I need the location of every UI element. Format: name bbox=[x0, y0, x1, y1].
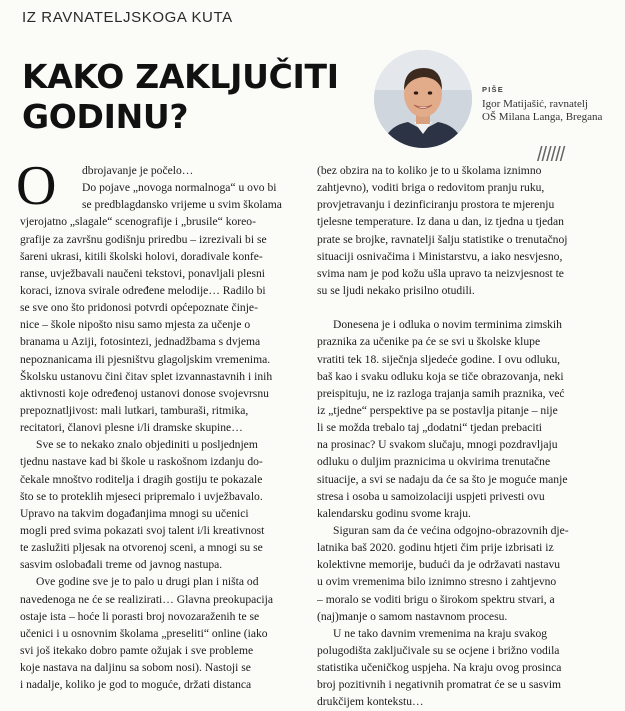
text-line: kalendarsku godinu svome kraju. bbox=[317, 506, 471, 520]
text-line: što se to proteklih mjeseci pripremalo i uvježbavalo. bbox=[20, 489, 263, 503]
title-line: GODINU? bbox=[22, 97, 189, 136]
text-line: koraci, iznova svirale određene melodije… Radilo bi bbox=[20, 283, 266, 297]
byline-label: PIŠE bbox=[482, 85, 504, 94]
text-line: Siguran sam da će većina odgojno-obrazovnih dje- bbox=[333, 523, 569, 537]
text-line: i nadalje, koliko je god to moguće, držati distanca bbox=[20, 678, 252, 692]
text-line: Školsku ustanovu čini čitav splet izvannastavnih i inih bbox=[20, 369, 273, 383]
text-line: Upravo na takvim događanjima mnogi su učenici bbox=[20, 506, 249, 520]
author-byline bbox=[482, 83, 622, 125]
text-line: svima nam je pod kožu ušla upravo ta neizvjesnost te bbox=[317, 266, 564, 280]
title-line: KAKO ZAKLJUČITI bbox=[22, 57, 339, 96]
text-line: broj pozitivnih i negativnih promatrat će se u sasvim bbox=[317, 678, 562, 692]
text-line: li se možda trebalo taj „dodatni“ tjedan prebaciti bbox=[317, 421, 543, 435]
text-line: nice – škole nipošto nisu samo mjesta za učenje o bbox=[20, 318, 251, 332]
text-line: provjetravanju i dezinficiranju prostora te mjerenju bbox=[317, 198, 555, 212]
text-line: Donesena je i odluka o novim terminima zimskih bbox=[333, 318, 562, 332]
text-line: praznika za učenike pa će se svi u školske klupe bbox=[317, 335, 541, 349]
text-line: baš kao i svaku odluku koja se tiče obrazovanja, neki bbox=[317, 369, 564, 383]
text-line: Sve se to nekako znalo objediniti u posljednjem bbox=[36, 438, 258, 452]
text-line: čekale mnoštvo roditelja i dragih gostiju te pokazale bbox=[20, 472, 263, 486]
text-line: U ne tako davnim vremenima na kraju svakog bbox=[333, 626, 548, 640]
text-line: zahtjevno), voditi briga o redovitom pranju ruku, bbox=[317, 181, 545, 195]
text-line: šareni ukrasi, kitili školski holovi, doradivale konfe- bbox=[20, 249, 263, 263]
column-right bbox=[317, 162, 607, 711]
text-line: tjelesne temperature. Iz dana u dan, iz tjedna u tjedan bbox=[317, 215, 564, 229]
text-line: tjednu nastave kad bi škole u raskošnom izdanju do- bbox=[20, 455, 263, 469]
text-line: grafije za završnu godišnju priredbu – izrezivali bi se bbox=[20, 232, 267, 246]
text-line: sasvim oslobađali treme od javnog nastupa. bbox=[20, 558, 223, 572]
text-line: učenici i u osnovnim školama „preseliti“ online (iako bbox=[20, 626, 268, 640]
text-line: prate se brojke, ravnatelji šalju statistike o trenutačnoj bbox=[317, 232, 568, 246]
text-line: polugodišta zaključivale su se ocjene i brižno vodila bbox=[317, 643, 560, 657]
text-line: drukčijem kontekstu… bbox=[317, 695, 424, 709]
text-line: statistika učeničkog uspjeha. Na kraju ovog prosinca bbox=[317, 661, 562, 675]
author-photo bbox=[374, 50, 472, 148]
author-school-line: OŠ Milana Langa, Bregana bbox=[482, 111, 603, 123]
text-line: Ove godine sve je to palo u drugi plan i ništa od bbox=[36, 575, 259, 589]
column-left bbox=[20, 162, 312, 693]
text-line: (bez obzira na to koliko je to u školama iznimno bbox=[317, 164, 542, 177]
text-line: preispituju, ne iz razloga trajanja samih praznika, već bbox=[317, 386, 565, 400]
text-line: Do pojave „novoga normalnoga“ u ovo bi bbox=[82, 181, 277, 195]
text-line: iz „tjedne“ perspektive pa se postavlja pitanje – nije bbox=[317, 403, 558, 417]
section-rubric: IZ RAVNATELJSKOGA KUTA bbox=[22, 9, 233, 26]
text-line: situacije, a svi se nadaju da će sa što je moguće manje bbox=[317, 472, 568, 486]
text-line: dbrojavanje je počelo… bbox=[82, 164, 194, 177]
text-line: vjerojatno „slagale“ scenografije i „brusile“ koreo- bbox=[20, 215, 256, 229]
text-line: ranse, uvježbavali naučeni tekstovi, ponavljali plesni bbox=[20, 266, 266, 280]
text-line: recitatori, članovi plesne i/li dramske skupine… bbox=[20, 421, 243, 435]
decorative-slashes: ////// bbox=[537, 144, 565, 166]
text-line: – moralo se voditi brigu o širokom spektru stvari, a bbox=[317, 592, 555, 606]
text-line: nepoznanicama ili pjesništvu glagoljskim vremenima. bbox=[20, 352, 271, 366]
text-line: branama u Aziji, fotosintezi, jednadžbama s dvjema bbox=[20, 335, 261, 349]
text-line: su se ljudi nekako prisilno otudili. bbox=[317, 283, 475, 297]
drop-cap: O bbox=[16, 155, 57, 217]
text-line: te zaslužiti pljesak na otvorenoj sceni, a mnogi su se bbox=[20, 541, 263, 555]
text-line: vratiti tek 18. siječnja sljedeće godine. I ovu odluku, bbox=[317, 352, 561, 366]
text-line: (naj)manje o samom nastavnom procesu. bbox=[317, 609, 508, 623]
text-line: stresa i osoba u samoizolaciji uspjeti privesti ovu bbox=[317, 489, 545, 503]
text-line: kolektivne memorije, budući da je održavati nastavu bbox=[317, 558, 561, 572]
text-line: mogli pred svima pokazati svoj talent i/li kreativnost bbox=[20, 523, 265, 537]
text-line: navedenoga ne će se realizirati… Glavna preokupacija bbox=[20, 592, 274, 606]
text-line: ostaje ista – hoće li porasti broj novozaraženih te se bbox=[20, 609, 260, 623]
text-line: aktivnosti koje određenoj ustanovi donose svojevrsnu bbox=[20, 386, 269, 400]
text-line: latnika baš 2020. godinu htjeti čim prije izbrisati iz bbox=[317, 541, 554, 555]
text-line: koje nastava na daljinu sa sobom nosi). Nastoji se bbox=[20, 661, 251, 675]
text-line: situaciji osnivačima i Ministarstvu, a iako nesvjesno, bbox=[317, 249, 563, 263]
text-line: prepoznatljivost: mali lutkari, tamburaši, ritmika, bbox=[20, 403, 249, 417]
article-title bbox=[22, 57, 362, 137]
text-line: se predblagdansko vrijeme u svim školama bbox=[82, 198, 282, 212]
text-line: u ovim vremenima bilo iznimno stresno i zahtjevno bbox=[317, 575, 557, 589]
text-line: se sve ono što pridonosi potvrdi općepoznate činje- bbox=[20, 301, 258, 315]
text-line: odluku o duljim praznicima u okvirima trenutačne bbox=[317, 455, 551, 469]
author-name-line: Igor Matijašić, ravnatelj bbox=[482, 97, 588, 110]
text-line: svi još itekako dobro pamte ožujak i sve probleme bbox=[20, 643, 254, 657]
text-line bbox=[317, 299, 607, 316]
text-line: na prosinac? U svakom slučaju, mnogi pozdravljaju bbox=[317, 438, 558, 452]
